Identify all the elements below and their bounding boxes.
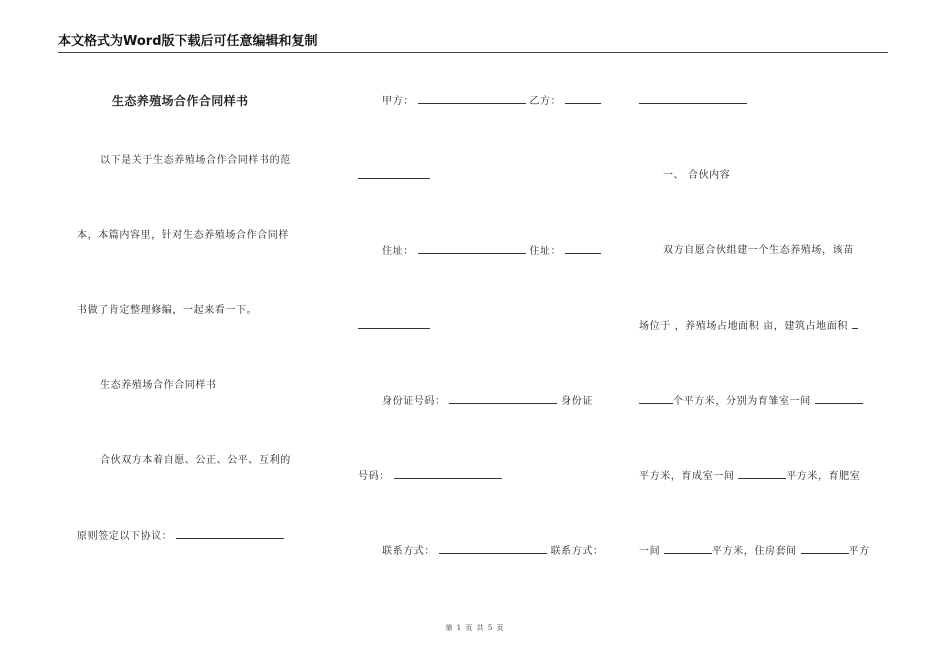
- principle-line-2: [77, 529, 284, 544]
- contact-b-continuation: [639, 94, 747, 109]
- content-line-3-text: 个平方米，分别为育雏室一间: [673, 396, 811, 407]
- principle-line-1: 合伙双方本着自愿、公正、公平、互利的: [100, 455, 291, 466]
- agreement-blank: [176, 529, 284, 539]
- id-a-label: 身份证号码：: [382, 396, 446, 407]
- growing-room-blank: [738, 469, 786, 479]
- id-b-blank: [394, 469, 502, 479]
- party-a-label: 甲方：: [382, 96, 414, 107]
- intro-line-1: 以下是关于生态养殖场合作合同样书的范: [100, 155, 291, 166]
- building-area-blank-2: [639, 394, 673, 404]
- id-b-label-part-1: 身份证: [561, 396, 593, 407]
- contract-subtitle: 生态养殖场合作合同样书: [100, 380, 217, 391]
- party-a-blank: [418, 94, 526, 104]
- content-line-1: 双方自愿合伙组建一个生态养殖场，该苗: [663, 245, 854, 256]
- building-area-blank: [852, 319, 858, 329]
- id-a-blank: [449, 394, 557, 404]
- party-line: [382, 94, 601, 109]
- address-line: [382, 244, 601, 259]
- contact-b-label: 联系方式：: [550, 546, 604, 557]
- principle-line-2-text: 原则签定以下协议：: [77, 531, 173, 542]
- content-line-5-text-c: 平方: [848, 546, 870, 557]
- content-line-4-text-b: 平方米，育肥室: [786, 471, 861, 482]
- address-b-blank-2: [358, 319, 430, 329]
- intro-line-2: 本，本篇内容里，针对生态养殖场合作合同样: [77, 230, 289, 241]
- section-title: 一、 合伙内容: [663, 170, 731, 181]
- contact-line: [382, 544, 604, 559]
- id-b-continuation: [358, 469, 502, 484]
- address-a-blank: [418, 244, 526, 254]
- contact-a-blank: [439, 544, 547, 554]
- content-line-5-text-a: 一间: [639, 546, 661, 557]
- party-b-blank: [565, 94, 601, 104]
- id-b-label-part-2: 号码：: [358, 471, 390, 482]
- id-line: [382, 394, 593, 409]
- brooding-room-blank: [815, 394, 863, 404]
- housing-suite-blank: [801, 544, 849, 554]
- content-line-4-text-a: 平方米，育成室一间: [639, 471, 735, 482]
- content-line-3: [639, 394, 863, 409]
- banner-divider: [58, 52, 888, 53]
- address-b-continuation: [358, 319, 430, 334]
- content-line-5-text-b: 平方米，住房套间: [711, 546, 797, 557]
- intro-line-3: 书做了肯定整理修编，一起来看一下。: [77, 305, 258, 316]
- party-b-continuation: [358, 169, 430, 184]
- address-b-label: 住址：: [529, 246, 562, 257]
- fattening-room-blank: [664, 544, 712, 554]
- content-line-2-text: 场位于 ，养殖场占地面积 亩，建筑占地面积: [639, 321, 848, 332]
- page-number: 第 1 页 共 5 页: [445, 624, 505, 632]
- document-title: 生态养殖场合作合同样书: [112, 94, 249, 108]
- content-line-5: [639, 544, 870, 559]
- contact-a-label: 联系方式：: [382, 546, 435, 557]
- address-b-blank: [565, 244, 601, 254]
- party-b-label: 乙方：: [529, 96, 562, 107]
- party-b-blank-2: [358, 169, 430, 179]
- address-a-label: 住址：: [382, 246, 414, 257]
- contact-b-blank: [639, 94, 747, 104]
- content-line-4: [639, 469, 860, 484]
- content-line-2: [639, 319, 858, 334]
- document-banner: 本文格式为Word版下载后可任意编辑和复制: [58, 34, 318, 49]
